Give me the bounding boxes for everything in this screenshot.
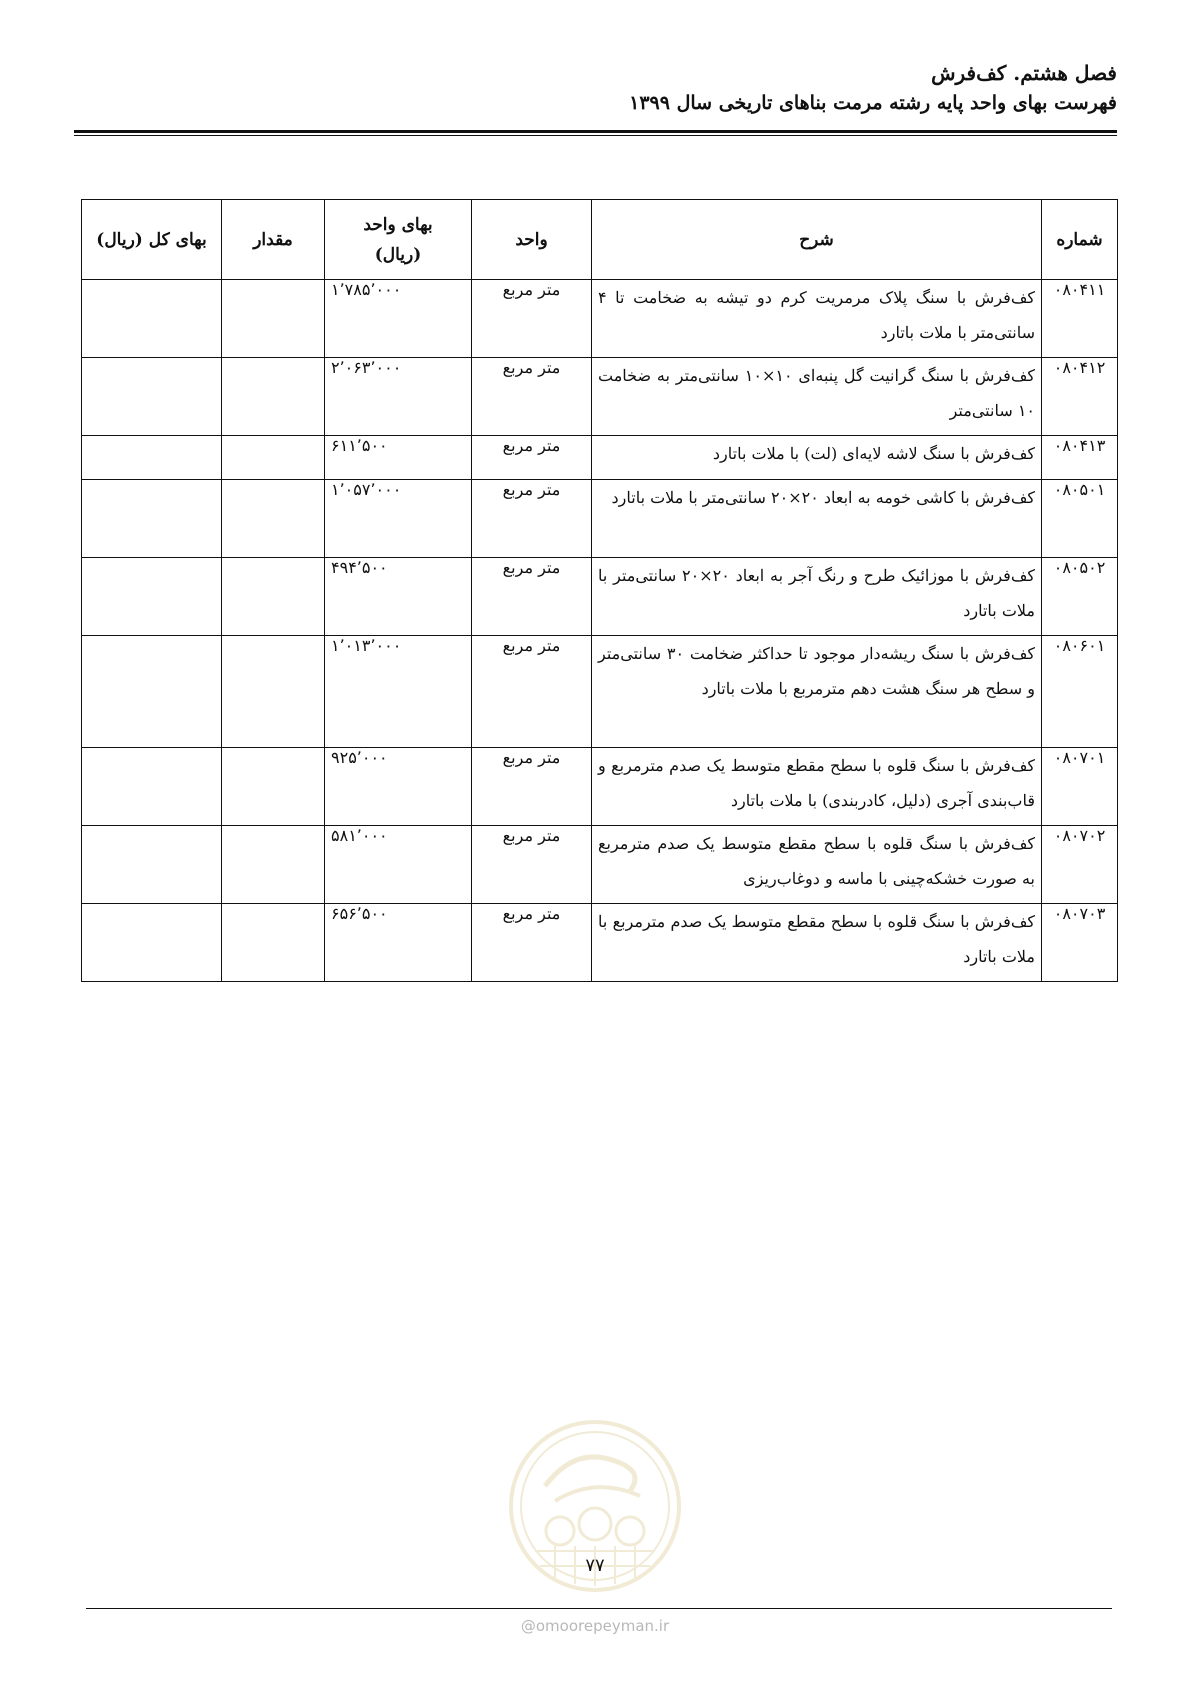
row-code: ۰۸۰۵۰۱ — [1042, 480, 1118, 558]
row-code: ۰۸۰۴۱۱ — [1042, 280, 1118, 358]
website-watermark: @omoorepeyman.ir — [520, 1617, 670, 1635]
row-code: ۰۸۰۶۰۱ — [1042, 636, 1118, 748]
footer-rule — [86, 1608, 1112, 1609]
table-row — [82, 558, 1118, 636]
row-total-price — [82, 636, 222, 748]
row-unit: متر مربع — [472, 904, 592, 982]
table-row — [82, 358, 1118, 436]
row-code: ۰۸۰۷۰۱ — [1042, 748, 1118, 826]
row-unit-price: ۱٬۰۱۳٬۰۰۰ — [325, 636, 472, 748]
row-description: کف‌فرش با سنگ ریشه‌دار موجود تا حداکثر ضخامت ۳۰ سانتی‌متر و سطح هر سنگ هشت دهم مترمربع با ملات باتارد — [592, 636, 1042, 748]
table-row — [82, 436, 1118, 480]
row-total-price — [82, 558, 222, 636]
row-description: کف‌فرش با سنگ قلوه با سطح مقطع متوسط یک صدم مترمربع با ملات باتارد — [592, 904, 1042, 982]
chapter-title: فصل هشتم. کف‌فرش — [931, 61, 1117, 85]
header-unit-price-line1: بهای واحد — [363, 214, 433, 235]
row-description: کف‌فرش با سنگ گرانیت گل پنبه‌ای ۱۰×۱۰ سانتی‌متر به ضخامت ۱۰ سانتی‌متر — [592, 358, 1042, 436]
table-row — [82, 480, 1118, 558]
row-quantity — [222, 358, 325, 436]
page-header — [629, 58, 1117, 118]
row-total-price — [82, 904, 222, 982]
row-unit: متر مربع — [472, 826, 592, 904]
table-row — [82, 748, 1118, 826]
document-subtitle: فهرست بهای واحد پایه رشته مرمت بناهای تاریخی سال ۱۳۹۹ — [629, 92, 1117, 114]
row-quantity — [222, 748, 325, 826]
header-quantity: مقدار — [222, 200, 325, 280]
table-row — [82, 826, 1118, 904]
row-description: کف‌فرش با سنگ پلاک مرمریت کرم دو تیشه به ضخامت تا ۴ سانتی‌متر با ملات باتارد — [592, 280, 1042, 358]
row-total-price — [82, 826, 222, 904]
row-quantity — [222, 436, 325, 480]
row-unit: متر مربع — [472, 280, 592, 358]
row-unit-price: ۶۱۱٬۵۰۰ — [325, 436, 472, 480]
row-code: ۰۸۰۴۱۳ — [1042, 436, 1118, 480]
header-unit-price-line2: (ریال) — [374, 244, 422, 265]
row-quantity — [222, 480, 325, 558]
price-list-table — [81, 199, 1118, 982]
table-row — [82, 280, 1118, 358]
row-quantity — [222, 904, 325, 982]
header-number: شماره — [1042, 200, 1118, 280]
row-total-price — [82, 748, 222, 826]
row-total-price — [82, 436, 222, 480]
table-row — [82, 636, 1118, 748]
row-quantity — [222, 558, 325, 636]
row-unit-price: ۲٬۰۶۳٬۰۰۰ — [325, 358, 472, 436]
header-rule-thin — [74, 135, 1117, 136]
row-code: ۰۸۰۴۱۲ — [1042, 358, 1118, 436]
row-unit: متر مربع — [472, 358, 592, 436]
row-unit: متر مربع — [472, 748, 592, 826]
row-unit-price: ۱٬۷۸۵٬۰۰۰ — [325, 280, 472, 358]
page-number: ۷۷ — [585, 1555, 605, 1576]
row-unit: متر مربع — [472, 480, 592, 558]
table-row — [82, 904, 1118, 982]
row-unit: متر مربع — [472, 558, 592, 636]
row-quantity — [222, 826, 325, 904]
row-quantity — [222, 636, 325, 748]
row-total-price — [82, 280, 222, 358]
header-total-price: بهای کل (ریال) — [82, 200, 222, 280]
row-description: کف‌فرش با سنگ قلوه با سطح مقطع متوسط یک صدم مترمربع به صورت خشکه‌چینی با ماسه و دوغاب‌ریزی — [592, 826, 1042, 904]
row-code: ۰۸۰۵۰۲ — [1042, 558, 1118, 636]
row-unit-price: ۴۹۴٬۵۰۰ — [325, 558, 472, 636]
row-unit: متر مربع — [472, 636, 592, 748]
row-quantity — [222, 280, 325, 358]
header-unit: واحد — [472, 200, 592, 280]
row-description: کف‌فرش با کاشی خومه به ابعاد ۲۰×۲۰ سانتی‌متر با ملات باتارد — [592, 480, 1042, 558]
row-unit-price: ۵۸۱٬۰۰۰ — [325, 826, 472, 904]
row-total-price — [82, 358, 222, 436]
header-description: شرح — [592, 200, 1042, 280]
row-total-price — [82, 480, 222, 558]
row-code: ۰۸۰۷۰۲ — [1042, 826, 1118, 904]
row-description: کف‌فرش با موزائیک طرح و رنگ آجر به ابعاد ۲۰×۲۰ سانتی‌متر با ملات باتارد — [592, 558, 1042, 636]
table-header-row — [82, 200, 1118, 280]
row-description: کف‌فرش با سنگ لاشه لایه‌ای (لت) با ملات باتارد — [592, 436, 1042, 480]
row-code: ۰۸۰۷۰۳ — [1042, 904, 1118, 982]
row-description: کف‌فرش با سنگ قلوه با سطح مقطع متوسط یک صدم مترمربع و قاب‌بندی آجری (دلیل، کادربندی) با ملات باتارد — [592, 748, 1042, 826]
row-unit-price: ۹۲۵٬۰۰۰ — [325, 748, 472, 826]
row-unit-price: ۶۵۶٬۵۰۰ — [325, 904, 472, 982]
row-unit-price: ۱٬۰۵۷٬۰۰۰ — [325, 480, 472, 558]
header-unit-price — [325, 200, 472, 280]
header-rule-thick — [74, 130, 1117, 133]
row-unit: متر مربع — [472, 436, 592, 480]
